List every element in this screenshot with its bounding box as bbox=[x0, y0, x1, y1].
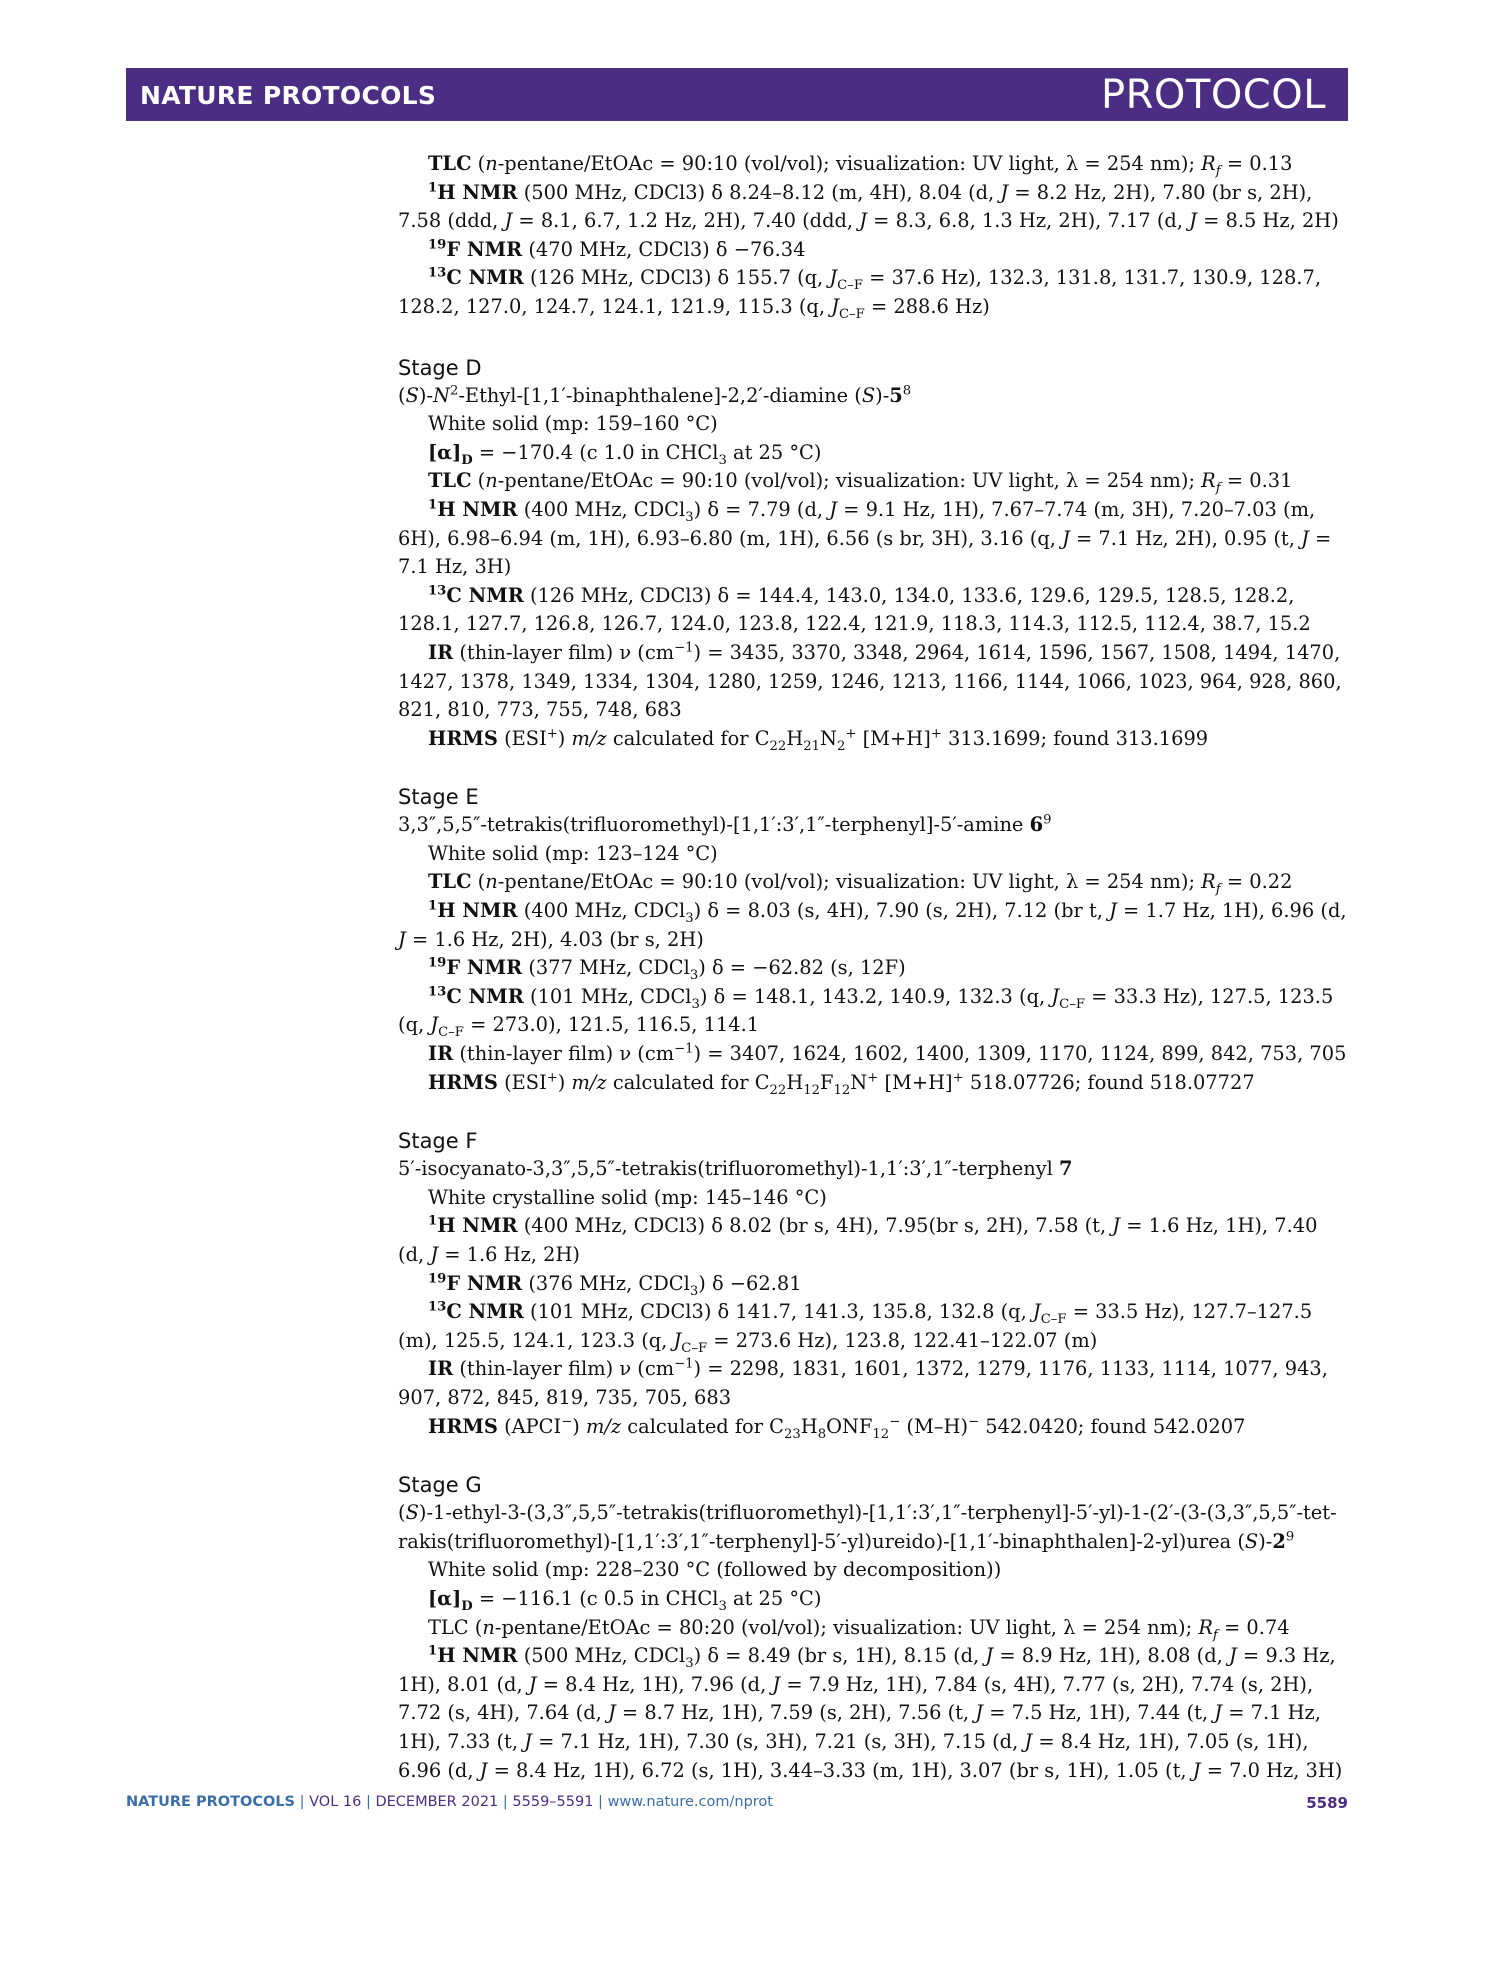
header-bar bbox=[126, 68, 1348, 121]
c-nmr-line: $^{13}$C NMR (101 MHz, CDCl3) δ 141.7, 141.3, 135.8, 132.8 (q, $J_{C-F} = 33.5$ Hz), 127.7–127.5 (m), 125.5, 124.1, 123.3 (q, $J_{C-F} = 273.6$ Hz), 123.8, 122.41–122.07 (m) bbox=[398, 1299, 1313, 1356]
compound-name: (S)-1-ethyl-3-(3,3″,5,5″-tetrakis(trifluoromethyl)-[1,1′:3′,1″-terphenyl]-5′-yl)-1-(2′-(3-(3,3″,5,5″-tet-rakis(trifluoromethyl)-[1,1′:3′,1″-terphenyl]-5′-yl)ureido)-[1,1′-binaphthalen]-2-yl)urea $(S)-2^9$ bbox=[398, 1501, 1337, 1553]
compound-name: 3,3″,5,5″-tetrakis(trifluoromethyl)-[1,1′:3′,1″-terphenyl]-5′-amine $6^9$ bbox=[398, 812, 1052, 837]
appearance-line: White solid (mp: 123–124 °C) bbox=[428, 841, 718, 865]
page-number: 5589 bbox=[1306, 1794, 1348, 1812]
stage-e-title: Stage E bbox=[398, 785, 479, 810]
h-nmr-line: $^1$H NMR (500 MHz, CDCl$_3$) δ = 8.49 (br s, 1H), 8.15 (d, J = 8.9 Hz, 1H), 8.08 (d, J = 9.3 Hz, 1H), 8.01 (d, J = 8.4 Hz, 1H), 7.96 (d, J = 7.9 Hz, 1H), 7.84 (s, 4H), 7.77 (s, 2H), 7.74 (s, 2H), 7.72 (s, 4H), 7.64 (d, J = 8.7 Hz, 1H), 7.59 (s, 2H), 7.56 (t, J = 7.5 Hz, 1H), 7.44 (t, J = 7.1 Hz, 1H), 7.33 (t, J = 7.1 Hz, 1H), 7.30 (s, 3H), 7.21 (s, 3H), 7.15 (d, J = 8.4 Hz, 1H), 7.05 (s, 1H), 6.96 (d, J = 8.4 Hz, 1H), 6.72 (s, 1H), 3.44–3.33 (m, 1H), 3.07 (br s, 1H), 1.05 (t, J = 7.0 Hz, 3H) bbox=[398, 1643, 1343, 1782]
appearance-line: White crystalline solid (mp: 145–146 °C) bbox=[428, 1185, 827, 1209]
main-content bbox=[398, 150, 1348, 1785]
tlc-line: TLC (n-pentane/EtOAc = 90:10 (vol/vol); visualization: UV light, λ = 254 nm); $R_f = 0.31$ bbox=[428, 469, 1293, 497]
c-nmr-line: $^{13}$C NMR (126 MHz, CDCl3) δ = 144.4, 143.0, 134.0, 133.6, 129.6, 129.5, 128.5, 128.2, 128.1, 127.7, 126.8, 126.7, 124.0, 123.8, 122.4, 121.9, 118.3, 114.3, 112.5, 112.4, 38.7, 15.2 bbox=[398, 583, 1311, 636]
h-nmr-line: $^1$H NMR (400 MHz, CDCl3) δ 8.02 (br s, 4H), 7.95(br s, 2H), 7.58 (t, J = 1.6 Hz, 1H), 7.40 (d, J = 1.6 Hz, 2H) bbox=[398, 1213, 1318, 1266]
stage-f-title: Stage F bbox=[398, 1129, 478, 1154]
ir-line: IR (thin-layer film) ν $(cm^{-1}) = 3435$, 3370, 3348, 2964, 1614, 1596, 1567, 1508, 1494, 1470, 1427, 1378, 1349, 1334, 1304, 1280, 1259, 1246, 1213, 1166, 1144, 1066, 1023, 964, 928, 860, 821, 810, 773, 755, 748, 683 bbox=[398, 640, 1342, 722]
tlc-line: TLC (n-pentane/EtOAc = 90:10 (vol/vol); visualization: UV light, λ = 254 nm); $R_f = 0.13$ bbox=[428, 152, 1293, 179]
stage-f-section bbox=[398, 1127, 1348, 1441]
appearance-line: White solid (mp: 228–230 °C (followed by decomposition)) bbox=[428, 1558, 1002, 1582]
stage-c-tail bbox=[398, 150, 1348, 322]
c-nmr-line: $^{13}$C NMR (126 MHz, CDCl3) δ 155.7 (q, $J_{C-F} = 37.6$ Hz), 132.3, 131.8, 131.7, 130.9, 128.7, 128.2, 127.0, 124.7, 124.1, 121.9, 115.3 (q, $J_{C-F} = 288.6$ Hz) bbox=[398, 265, 1321, 322]
h-nmr-line: $^1$H NMR (400 MHz, CDCl$_3$) δ = 8.03 (s, 4H), 7.90 (s, 2H), 7.12 (br t, J = 1.7 Hz, 1H), 6.96 (d, J = 1.6 Hz, 2H), 4.03 (br s, 2H) bbox=[398, 898, 1347, 951]
f-nmr-line: $^{19}$F NMR (376 MHz, CDCl$_3$) δ −62.81 bbox=[428, 1271, 802, 1299]
page-footer bbox=[126, 1794, 1348, 1818]
rotation-line: $[\alpha]_D = -116.1$ (c 0.5 in CHCl$_3$ at 25 °C) bbox=[428, 1586, 822, 1614]
stage-g-section bbox=[398, 1471, 1348, 1785]
stage-e-section bbox=[398, 783, 1348, 1097]
article-type: PROTOCOL bbox=[1100, 72, 1326, 118]
stage-d-section bbox=[398, 354, 1348, 754]
c-nmr-line: $^{13}$C NMR (101 MHz, CDCl$_3$) δ = 148.1, 143.2, 140.9, 132.3 (q, $J_{C-F} = 33.3$ Hz), 127.5, 123.5 (q, $J_{C-F} = 273.0$), 121.5, 116.5, 114.1 bbox=[398, 984, 1334, 1041]
h-nmr-line: $^1$H NMR (400 MHz, CDCl$_3$) δ = 7.79 (d, J = 9.1 Hz, 1H), 7.67–7.74 (m, 3H), 7.20–7.03 (m, 6H), 6.98–6.94 (m, 1H), 6.93–6.80 (m, 1H), 6.56 (s br, 3H), 3.16 (q, J = 7.1 Hz, 2H), 0.95 (t, J = 7.1 Hz, 3H) bbox=[398, 497, 1332, 579]
footer-citation: NATURE PROTOCOLS | VOL 16 | DECEMBER 2021 | 5559–5591 | www.nature.com/nprot bbox=[126, 1794, 773, 1810]
ir-line: IR (thin-layer film) ν $(cm^{-1}) = 2298$, 1831, 1601, 1372, 1279, 1176, 1133, 1114, 1077, 943, 907, 872, 845, 819, 735, 705, 683 bbox=[398, 1356, 1328, 1409]
hrms-line: HRMS (ESI+) m/z calculated for $C_{22}H_{21}N_2^+$ [M+H]+ 313.1699; found 313.1699 bbox=[428, 726, 1209, 754]
stage-d-title: Stage D bbox=[398, 355, 482, 380]
journal-name: NATURE PROTOCOLS bbox=[140, 81, 437, 110]
compound-name: $(S)-N^2-Ethyl-[1,1'-binaphthalene]-2,2'$-diamine $(S)-5^8$ bbox=[398, 383, 912, 407]
tlc-line: TLC (n-pentane/EtOAc = 90:10 (vol/vol); visualization: UV light, λ = 254 nm); $R_f = 0.22$ bbox=[428, 870, 1293, 898]
footer-url-link[interactable]: www.nature.com/nprot bbox=[607, 1794, 773, 1810]
stage-g-title: Stage G bbox=[398, 1473, 482, 1498]
f-nmr-line: $^{19}$F NMR (470 MHz, CDCl3) δ −76.34 bbox=[428, 237, 806, 261]
tlc-line: TLC (n-pentane/EtOAc = 80:20 (vol/vol); visualization: UV light, λ = 254 nm); $R_f = 0.74$ bbox=[428, 1615, 1290, 1643]
compound-name: 5′-isocyanato-3,3″,5,5″-tetrakis(trifluoromethyl)-1,1′:3′,1″-terphenyl 7 bbox=[398, 1157, 1073, 1181]
hrms-line: HRMS (APCI−) m/z calculated for $C_{23}H_8ONF_{12}^-$ (M–H)− 542.0420; found 542.0207 bbox=[428, 1414, 1246, 1442]
ir-line: IR (thin-layer film) ν $(cm^{-1}) = 3407$, 1624, 1602, 1400, 1309, 1170, 1124, 899, 842, 753, 705 bbox=[428, 1041, 1347, 1066]
footer-pages: 5559–5591 bbox=[512, 1794, 594, 1810]
footer-date: DECEMBER 2021 bbox=[375, 1794, 499, 1810]
rotation-line: $[\alpha]_D = -170.4$ (c 1.0 in CHCl$_3$ at 25 °C) bbox=[428, 440, 822, 468]
appearance-line: White solid (mp: 159–160 °C) bbox=[428, 412, 718, 436]
footer-volume: VOL 16 bbox=[309, 1794, 362, 1810]
f-nmr-line: $^{19}$F NMR (377 MHz, CDCl$_3$) δ = −62.82 (s, 12F) bbox=[428, 955, 906, 984]
footer-journal: NATURE PROTOCOLS bbox=[126, 1794, 296, 1810]
h-nmr-line: $^1$H NMR (500 MHz, CDCl3) δ 8.24–8.12 (m, 4H), 8.04 (d, J = 8.2 Hz, 2H), 7.80 (br s, 2H), 7.58 (ddd, J = 8.1, 6.7, 1.2 Hz, 2H), 7.40 (ddd, J = 8.3, 6.8, 1.3 Hz, 2H), 7.17 (d, J = 8.5 Hz, 2H) bbox=[398, 180, 1339, 233]
hrms-line: HRMS (ESI+) m/z calculated for $C_{22}H_{12}F_{12}N^+$ [M+H]+ 518.07726; found 518.07727 bbox=[428, 1070, 1255, 1098]
